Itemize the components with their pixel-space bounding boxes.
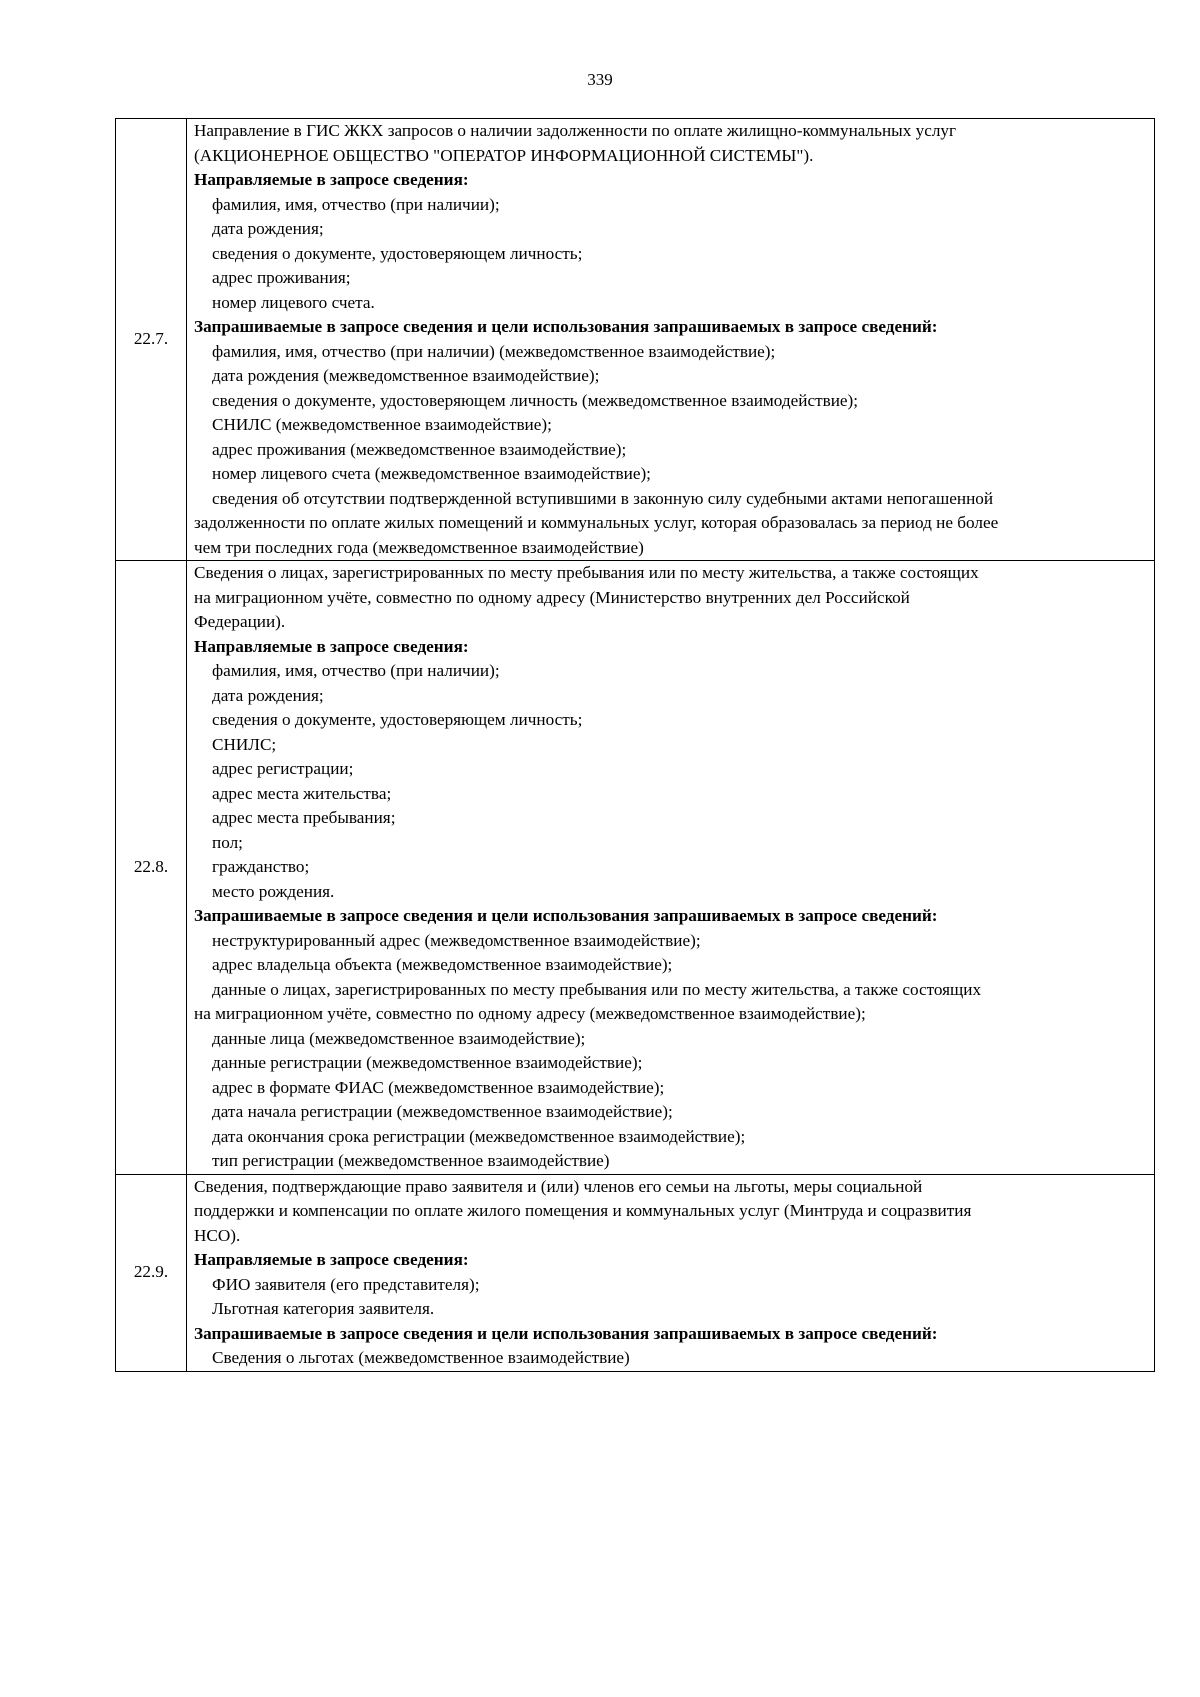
- list-item: Сведения о льготах (межведомственное взаимодействие): [212, 1348, 630, 1367]
- list-item-long: задолженности по оплате жилых помещений и коммунальных услуг, которая образовалась за период не более: [194, 513, 999, 532]
- list-item: ФИО заявителя (его представителя);: [212, 1274, 480, 1294]
- title-line: Сведения о лицах, зарегистрированных по месту пребывания или по месту жительства, а также состоящих: [194, 563, 979, 582]
- list-item: СНИЛС;: [212, 734, 277, 754]
- table-row: [116, 561, 1155, 1175]
- list-item: фамилия, имя, отчество (при наличии) (межведомственное взаимодействие);: [212, 341, 776, 361]
- list-item: СНИЛС (межведомственное взаимодействие);: [212, 415, 552, 434]
- list-item: адрес регистрации;: [212, 759, 354, 778]
- list-item: тип регистрации (межведомственное взаимодействие): [212, 1151, 610, 1170]
- title-line: НСО).: [194, 1225, 241, 1245]
- title-line: (АКЦИОНЕРНОЕ ОБЩЕСТВО "ОПЕРАТОР ИНФОРМАЦИОННОЙ СИСТЕМЫ").: [194, 145, 814, 165]
- title-line: поддержки и компенсации по оплате жилого помещения и коммунальных услуг (Минтруда и соцразвития: [194, 1201, 972, 1220]
- title-line: на миграционном учёте, совместно по одному адресу (Министерство внутренних дел Российской: [194, 587, 910, 607]
- row-number: 22.7.: [116, 119, 187, 561]
- list-item: гражданство;: [212, 857, 310, 876]
- title-line: Направление в ГИС ЖКХ запросов о наличии задолженности по оплате жилищно-коммунальных услуг: [194, 121, 957, 140]
- list-item: адрес места жительства;: [212, 783, 392, 803]
- list-item: дата рождения (межведомственное взаимодействие);: [212, 366, 600, 385]
- list-item: адрес места пребывания;: [212, 808, 396, 827]
- list-item-long: чем три последних года (межведомственное взаимодействие): [194, 537, 644, 557]
- list-item-long: данные о лицах, зарегистрированных по месту пребывания или по месту жительства, а также состоящих: [212, 979, 982, 999]
- list-item: номер лицевого счета (межведомственное взаимодействие);: [212, 464, 651, 483]
- table-row: [116, 1174, 1155, 1371]
- list-item: адрес в формате ФИАС (межведомственное взаимодействие);: [212, 1077, 665, 1097]
- list-item: номер лицевого счета.: [212, 292, 375, 312]
- title-line: Федерации).: [194, 612, 286, 631]
- list-item: адрес проживания (межведомственное взаимодействие);: [212, 439, 627, 459]
- list-item-long: на миграционном учёте, совместно по одному адресу (межведомственное взаимодействие);: [194, 1004, 866, 1023]
- list-item: фамилия, имя, отчество (при наличии);: [212, 194, 500, 214]
- sent-heading: Направляемые в запросе сведения:: [194, 636, 469, 656]
- list-item: адрес проживания;: [212, 268, 351, 287]
- list-item: пол;: [212, 832, 243, 852]
- table-row: [116, 119, 1155, 561]
- list-item: дата начала регистрации (межведомственное взаимодействие);: [212, 1102, 673, 1121]
- list-item: дата рождения;: [212, 219, 324, 238]
- list-item: неструктурированный адрес (межведомственное взаимодействие);: [212, 930, 701, 950]
- requested-heading: Запрашиваемые в запросе сведения и цели использования запрашиваемых в запросе сведений:: [194, 906, 938, 925]
- list-item: данные лица (межведомственное взаимодействие);: [212, 1028, 586, 1048]
- list-item: данные регистрации (межведомственное взаимодействие);: [212, 1053, 643, 1072]
- row-number: 22.9.: [116, 1174, 187, 1371]
- row-number: 22.8.: [116, 561, 187, 1175]
- list-item-long: сведения об отсутствии подтвержденной вступившими в законную силу судебными актами непогашенной: [212, 488, 994, 508]
- requested-heading: Запрашиваемые в запросе сведения и цели использования запрашиваемых в запросе сведений:: [194, 317, 938, 336]
- title-line: Сведения, подтверждающие право заявителя и (или) членов его семьи на льготы, меры социальной: [194, 1176, 923, 1196]
- list-item: фамилия, имя, отчество (при наличии);: [212, 661, 500, 680]
- sent-heading: Направляемые в запросе сведения:: [194, 170, 469, 189]
- requested-heading: Запрашиваемые в запросе сведения и цели использования запрашиваемых в запросе сведений:: [194, 1323, 938, 1343]
- list-item: дата рождения;: [212, 685, 324, 705]
- row-content: [187, 119, 1155, 561]
- page-number: 339: [587, 70, 613, 89]
- list-item: сведения о документе, удостоверяющем личность;: [212, 243, 583, 263]
- list-item: адрес владельца объекта (межведомственное взаимодействие);: [212, 955, 673, 974]
- list-item: дата окончания срока регистрации (межведомственное взаимодействие);: [212, 1126, 746, 1146]
- row-content: [187, 1174, 1155, 1371]
- list-item: Льготная категория заявителя.: [212, 1299, 435, 1318]
- list-item: сведения о документе, удостоверяющем личность (межведомственное взаимодействие);: [212, 390, 859, 410]
- list-item: место рождения.: [212, 881, 335, 901]
- list-item: сведения о документе, удостоверяющем личность;: [212, 710, 583, 729]
- row-content: [187, 561, 1155, 1175]
- sent-heading: Направляемые в запросе сведения:: [194, 1250, 469, 1269]
- document-table: [115, 118, 1155, 1372]
